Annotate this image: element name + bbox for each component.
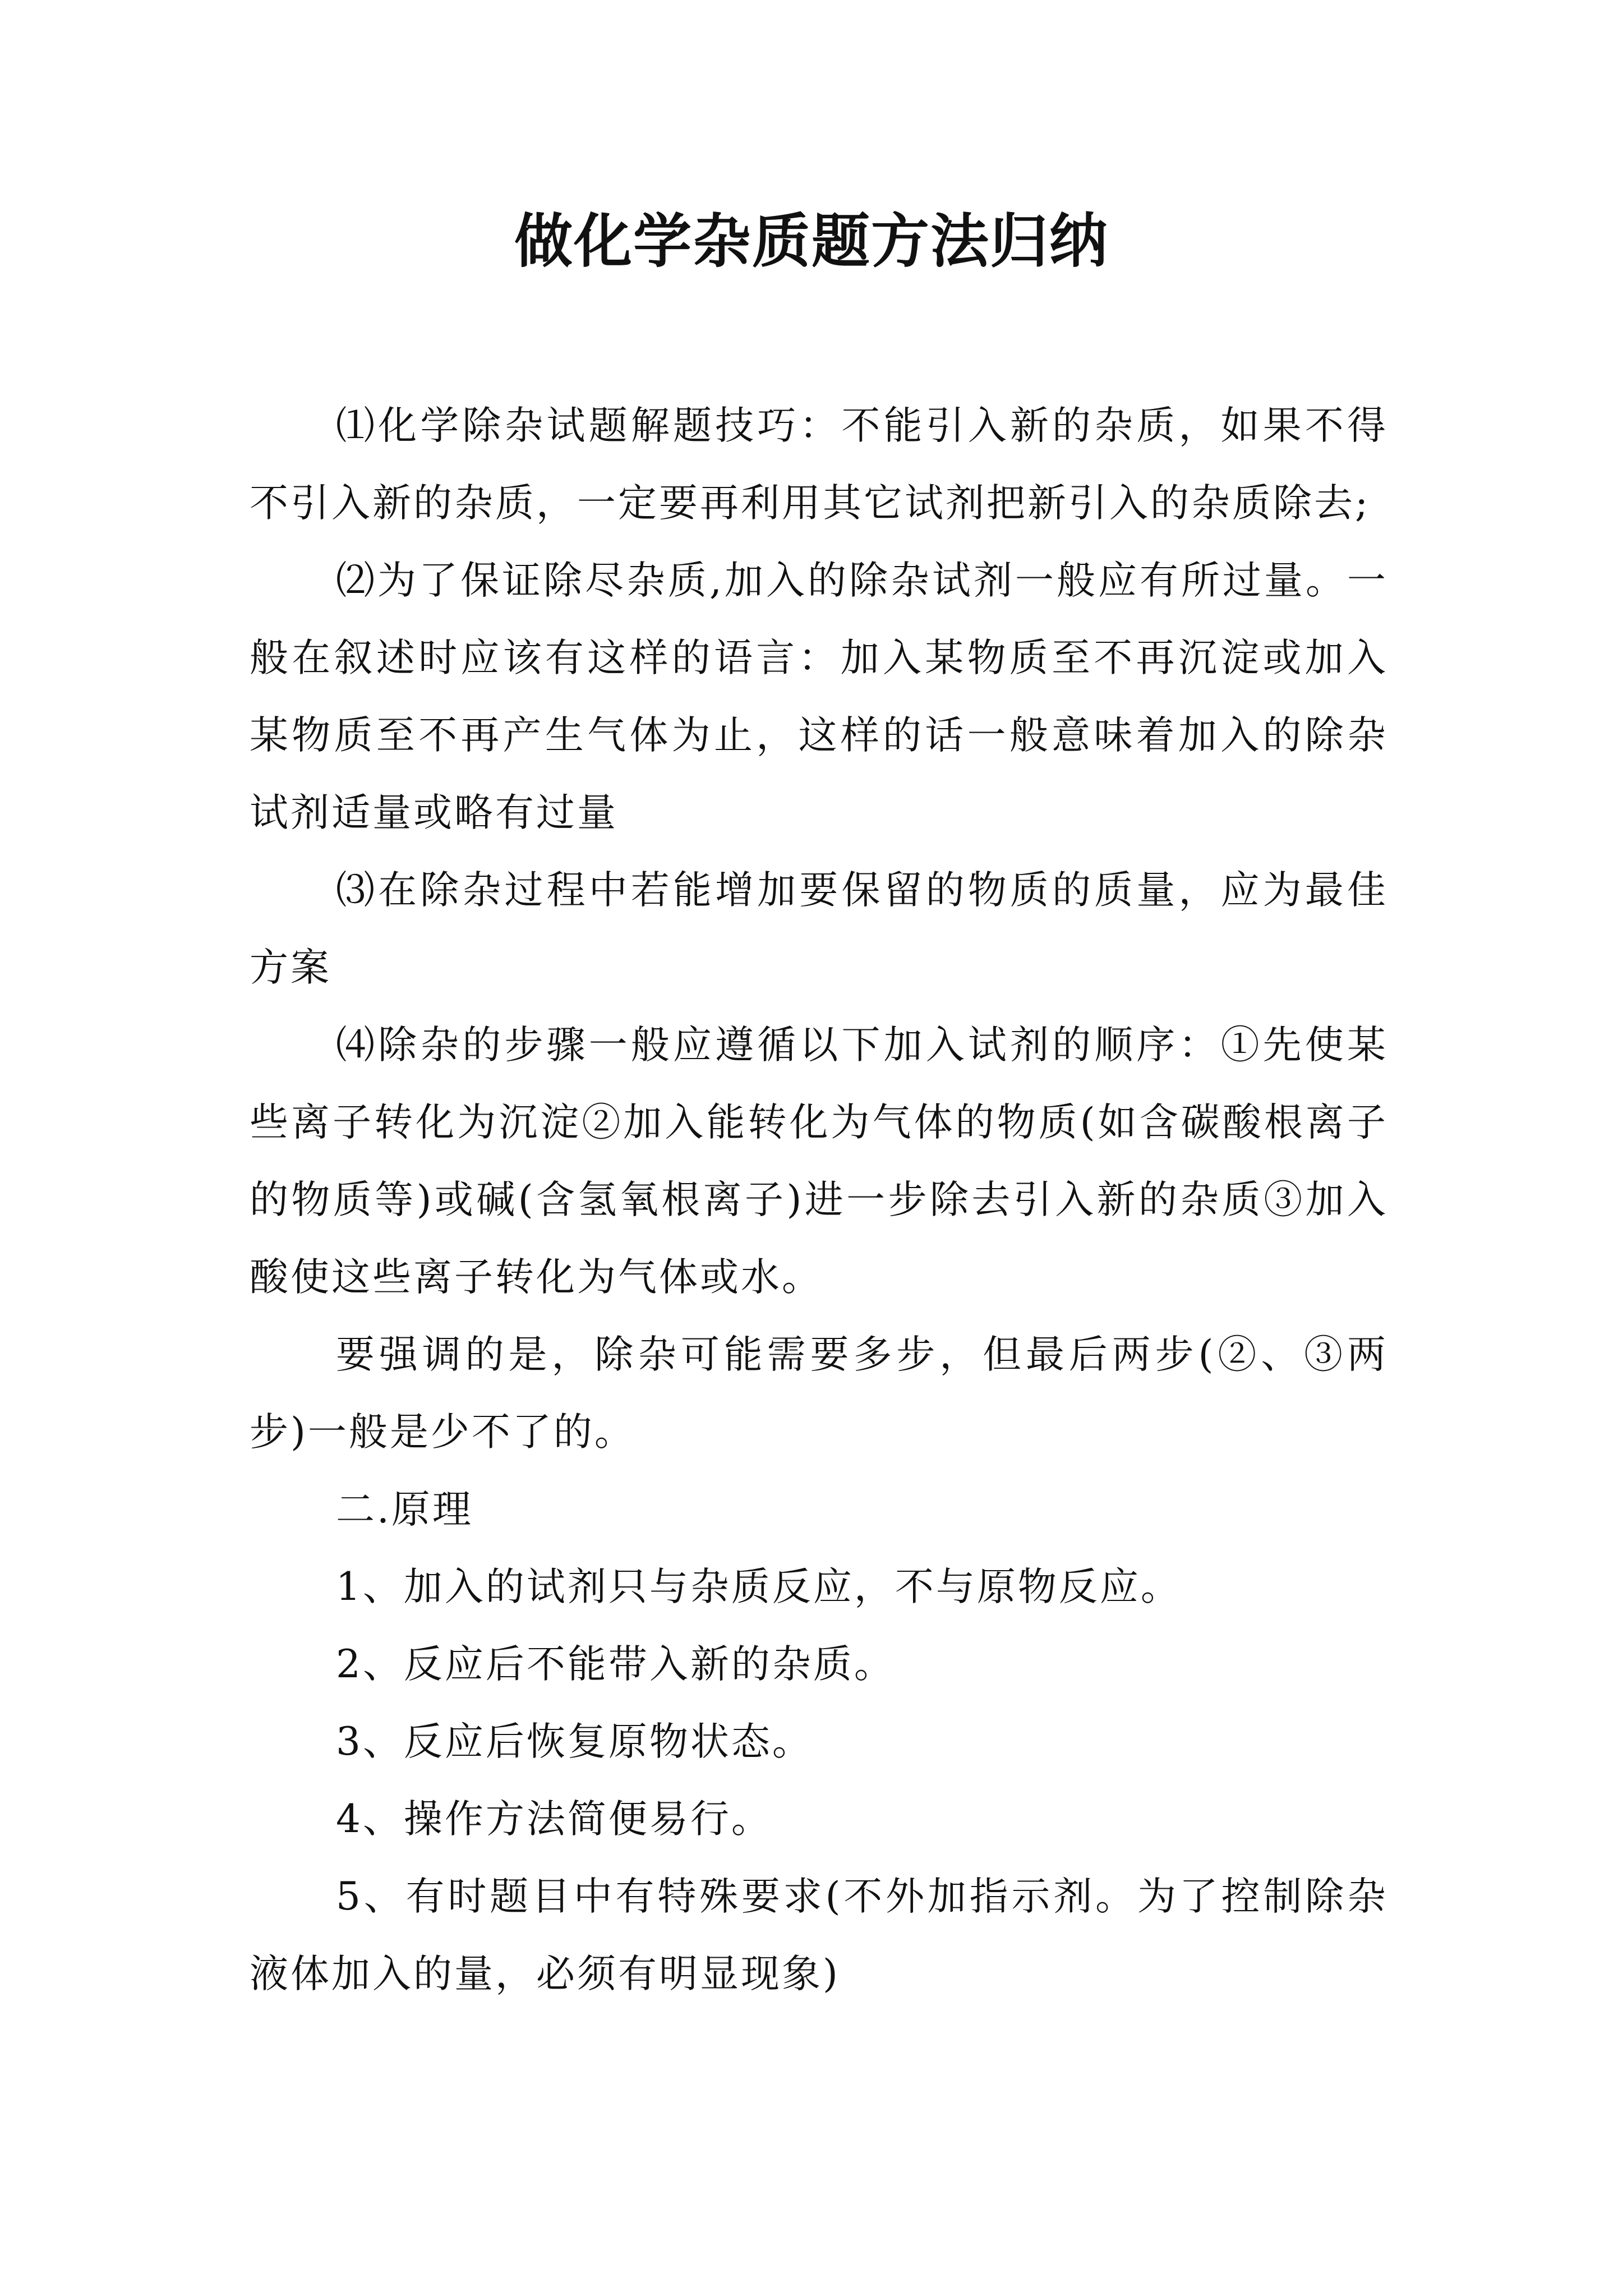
principle-item-4: 4、操作方法简便易行。 [336,1797,772,1842]
document-title: 做化学杂质题方法归纳 [514,206,1109,275]
principle-item-3: 3、反应后恢复原物状态。 [336,1719,813,1764]
principle-item-1: 1、加入的试剂只与杂质反应，不与原物反应。 [336,1565,1182,1609]
paragraph-tip-4: ⑷除杂的步骤一般应遵循以下加入试剂的顺序：①先使某些离子转化为沉淀②加入能转化为气体的物质(如含碳酸根离子的物质等)或碱(含氢氧根离子)进一步除去引入新的杂质③加入酸使这些离子转化为气体或水。 [250,1023,1388,1300]
paragraph-tip-3: ⑶在除杂过程中若能增加要保留的物质的质量，应为最佳方案 [250,868,1388,990]
section-heading-principles: 二.原理 [336,1487,473,1532]
paragraph-tip-2: ⑵为了保证除尽杂质,加入的除杂试剂一般应有所过量。一般在叙述时应该有这样的语言：加入某物质至不再沉淀或加入某物质至不再产生气体为止，这样的话一般意味着加入的除杂试剂适量或略有过量 [250,558,1388,835]
principle-item-5: 5、有时题目中有特殊要求(不外加指示剂。为了控制除杂液体加入的量，必须有明显现象) [250,1874,1388,1996]
document-body [250,387,1388,2013]
paragraph-tip-1: ⑴化学除杂试题解题技巧：不能引入新的杂质，如果不得不引入新的杂质，一定要再利用其它试剂把新引入的杂质除去; [250,403,1388,526]
principle-item-2: 2、反应后不能带入新的杂质。 [336,1642,895,1687]
paragraph-emphasis: 要强调的是，除杂可能需要多步，但最后两步(②、③两步)一般是少不了的。 [250,1332,1388,1455]
